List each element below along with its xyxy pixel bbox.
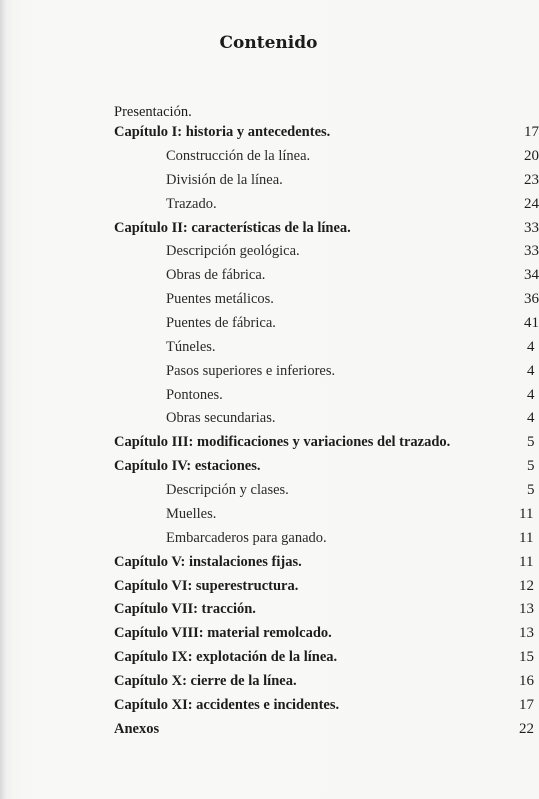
- toc-entry: [0, 697, 537, 719]
- toc-entry: [0, 721, 537, 743]
- toc-entry: [0, 434, 537, 456]
- toc-page-number: 20: [524, 148, 539, 164]
- toc-entry-label: Obras de fábrica.: [166, 267, 266, 283]
- toc-entry-label: Anexos: [114, 721, 160, 737]
- toc-entry-label: Puentes de fábrica.: [166, 315, 276, 331]
- toc-page-number: 11: [519, 506, 534, 522]
- toc-entry-label: Embarcaderos para ganado.: [166, 530, 327, 546]
- toc-entry: [0, 267, 537, 289]
- toc-entry: [0, 506, 537, 528]
- toc-page-number: 24: [524, 196, 539, 212]
- toc-page-number: 5: [527, 434, 535, 450]
- toc-entry: [0, 220, 537, 242]
- toc-page-number: 17: [519, 697, 534, 713]
- toc-entry: [0, 649, 537, 671]
- toc-entry-label: Trazado.: [166, 196, 217, 212]
- toc-entry: [0, 315, 537, 337]
- toc-page-number: 33: [524, 220, 539, 236]
- toc-entry-label: Pasos superiores e inferiores.: [166, 363, 336, 379]
- toc-entry: [0, 148, 537, 170]
- toc-entry: [0, 339, 537, 361]
- toc-entry: [0, 530, 537, 552]
- toc-entry: [0, 410, 537, 432]
- toc-entry: [0, 673, 537, 695]
- toc-entry-label: Capítulo III: modificaciones y variaciones del trazado.: [114, 434, 451, 450]
- toc-entry-label: Puentes metálicos.: [166, 291, 274, 307]
- toc-page-number: 5: [527, 482, 535, 498]
- toc-entry-label: Capítulo VIII: material remolcado.: [114, 625, 332, 641]
- toc-entry-label: Capítulo XI: accidentes e incidentes.: [114, 697, 340, 713]
- toc-page-number: 4: [527, 363, 535, 379]
- toc-entry-label: Capítulo I: historia y antecedentes.: [114, 124, 331, 140]
- toc-page-number: 5: [527, 458, 535, 474]
- toc-page-number: 23: [524, 172, 539, 188]
- toc-page-number: 4: [527, 387, 535, 403]
- toc-entry: [0, 578, 537, 600]
- toc-entry-label: Construcción de la línea.: [166, 148, 311, 164]
- toc-entry: [0, 172, 537, 194]
- toc-entry-label: División de la línea.: [166, 172, 283, 188]
- toc-entry: [0, 601, 537, 623]
- toc-entry: [0, 196, 537, 218]
- toc-entry: [0, 458, 537, 480]
- toc-page-number: 11: [519, 554, 534, 570]
- toc-entry-label: Capítulo IV: estaciones.: [114, 458, 261, 474]
- page-title: Contenido: [219, 33, 318, 53]
- toc-page-number: 34: [524, 267, 539, 283]
- toc-page-number: 11: [519, 530, 534, 546]
- toc-page-number: 13: [519, 625, 534, 641]
- toc-page-number: 4: [527, 410, 535, 426]
- toc-entry: [0, 291, 537, 313]
- toc-page-number: 36: [524, 291, 539, 307]
- toc-entry-label: Descripción y clases.: [166, 482, 289, 498]
- toc-entry-label: Capítulo X: cierre de la línea.: [114, 673, 297, 689]
- toc-page-number: 16: [519, 673, 534, 689]
- toc-entry: [0, 124, 537, 146]
- toc-entry: [0, 243, 537, 265]
- toc-entry: [0, 554, 537, 576]
- toc-page-number: 12: [519, 578, 534, 594]
- toc-entry-label: Capítulo VII: tracción.: [114, 601, 256, 617]
- toc-entry: [0, 625, 537, 647]
- toc-entry-label: Presentación.: [114, 104, 192, 120]
- toc-entry-label: Túneles.: [166, 339, 216, 355]
- toc-entry-label: Capítulo VI: superestructura.: [114, 578, 299, 594]
- toc-entry-label: Capítulo V: instalaciones fijas.: [114, 554, 302, 570]
- toc-entry: [0, 387, 537, 409]
- toc-page-number: 4: [527, 339, 535, 355]
- toc-page-number: 13: [519, 601, 534, 617]
- toc-page-number: 15: [519, 649, 534, 665]
- toc-entry: [0, 363, 537, 385]
- toc-page-number: 22: [519, 721, 534, 737]
- toc-entry-label: Capítulo IX: explotación de la línea.: [114, 649, 338, 665]
- toc-page-number: 33: [524, 243, 539, 259]
- toc-page-number: 17: [524, 124, 539, 140]
- toc-entry: [0, 104, 537, 126]
- toc-entry-label: Pontones.: [166, 387, 223, 403]
- toc-entry-label: Obras secundarias.: [166, 410, 276, 426]
- toc-entry: [0, 482, 537, 504]
- toc-page-number: 41: [524, 315, 539, 331]
- toc-entry-label: Muelles.: [166, 506, 217, 522]
- toc-entry-label: Capítulo II: características de la línea.: [114, 220, 351, 236]
- toc-entry-label: Descripción geológica.: [166, 243, 300, 259]
